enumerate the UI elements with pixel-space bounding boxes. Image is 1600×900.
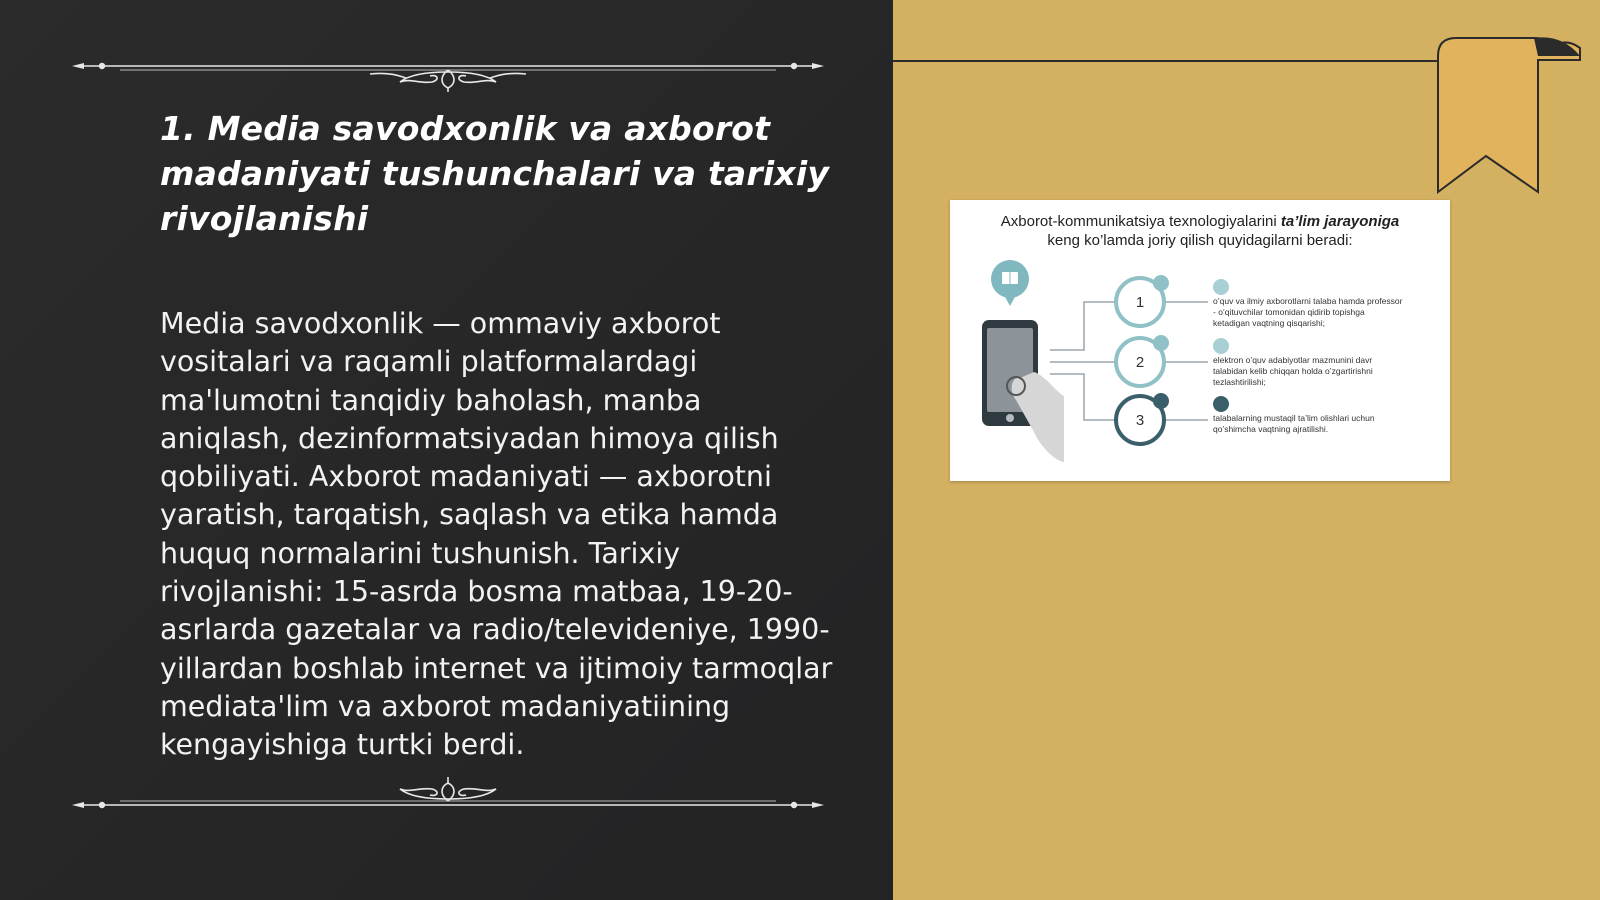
caption-emphasis: ta’lim jarayoniga (1280, 213, 1400, 230)
item-2-text: elektron o’quv adabiyotlar mazmunini davr talabidan kelib chiqqan holda o’zgartirishni tezlashtirilishi; (1213, 355, 1373, 387)
infographic-graphic (950, 200, 1450, 481)
slide-title: 1. Media savodxonlik va axborot madaniyati tushunchalari va tarixiy rivojlanishi (160, 109, 830, 238)
book-speech-bubble-icon (991, 260, 1029, 306)
top-flourish-divider (70, 52, 826, 92)
caption-line2: keng ko’lamda joriy qilish quyidagilarni beradi: (1047, 232, 1353, 249)
slide-body-text: Media savodxonlik — ommaviy axborot vositalari va raqamli platformalardagi ma'lumotni tanqidiy baholash, manba aniqlash, dezinformatsiyadan himoya qilish qobiliyati. Axborot madaniyati — axborotni yaratish, tarqatish, saqlash va etika hamda huquq normalarini tushunish. Tarixiy rivojlanishi: 15-asrda bosma matbaa, 19-20-asrlarda gazetalar va radio/televideniye, 1990-yillardan boshlab internet va ijtimoiy tarmoqlar mediata'lim va axborot madaniyatiining kengayishiga turtki berdi. (160, 307, 833, 762)
smartphone-hand-icon (982, 320, 1064, 462)
item-3-bullet-icon (1213, 396, 1229, 412)
ict-infographic (950, 200, 1450, 481)
right-panel-rule (893, 60, 1438, 62)
item-2-number: 2 (1135, 354, 1145, 371)
bottom-flourish-divider (70, 775, 826, 815)
ribbon-bookmark-icon (1434, 36, 1584, 198)
item-1-text: o’quv va ilmiy axborotlarni talaba hamda professor - o’qituvchilar tomonidan qidirib topishga ketadigan vaqtning qisqarishi; (1213, 296, 1403, 328)
item-2-bullet-icon (1213, 338, 1229, 354)
numbered-circles (1116, 275, 1169, 444)
item-1-bullet-icon (1213, 279, 1229, 295)
item-3-text: talabalarning mustaqil ta’lim olishlari uchun qo’shimcha vaqtning ajratilishi. (1213, 413, 1375, 434)
caption-line1: Axborot-kommunikatsiya texnologiyalarini (1000, 213, 1281, 230)
item-1-number: 1 (1135, 294, 1145, 311)
item-3-number: 3 (1135, 412, 1145, 429)
